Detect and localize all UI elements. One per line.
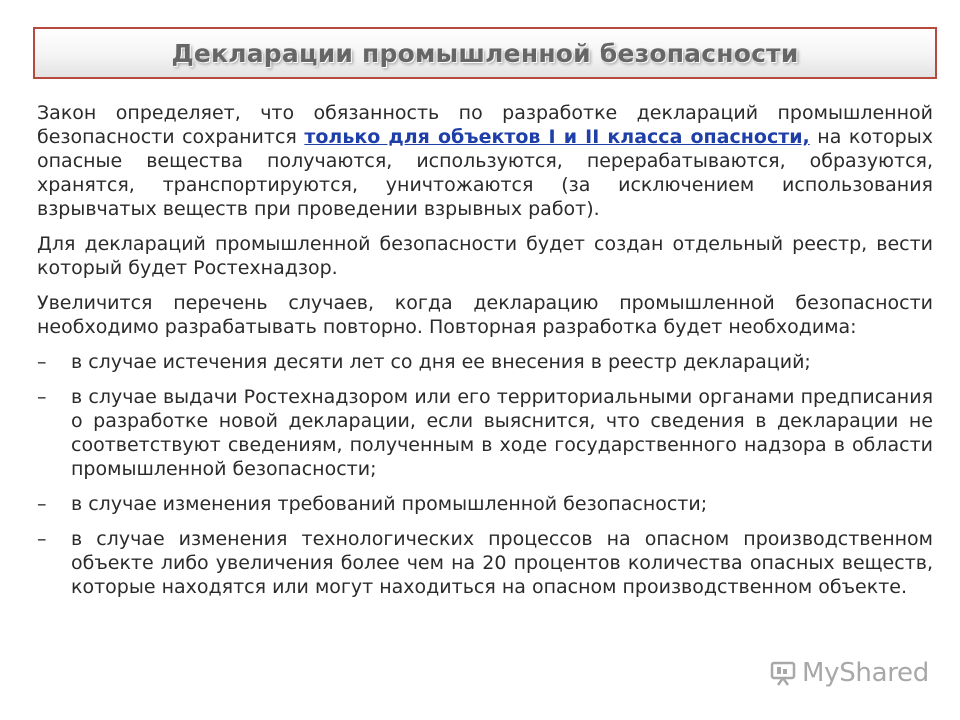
list-item-text: в случае выдачи Ростехнадзором или его территориальными органами предписания о разработке новой декларации, если выяснится, что сведения в декларации не соответствуют сведениям, полученным в ходе государственного надзора в области промышленной безопасности;	[71, 386, 933, 480]
dash-marker: –	[37, 493, 47, 515]
list-item	[37, 492, 933, 516]
list-item-text: в случае изменения технологических процессов на опасном производственном объекте либо увеличения более чем на 20 процентов количества опасных веществ, которые находятся или могут находиться на опасном производственном объекте.	[71, 528, 933, 598]
paragraph-1-start: Закон определяет, что обязанность по разработке деклараций промышленной безопасности сохранится	[37, 102, 933, 148]
watermark-text: MyShared	[802, 658, 929, 688]
paragraph-1	[37, 101, 933, 221]
paragraph-2: Для деклараций промышленной безопасности будет создан отдельный реестр, вести который будет Ростехнадзор.	[37, 233, 933, 279]
slide-content	[37, 101, 933, 610]
class-i-ii-link[interactable]: только для объектов I и II класса опасности,	[304, 126, 810, 148]
title-banner	[33, 27, 937, 79]
paragraph-1-end: на которых опасные вещества получаются, используются, перерабатываются, образуются, хранятся, транспортируются, уничтожаются (за исключением использования взрывчатых веществ при проведении взрывных работ).	[37, 126, 933, 220]
list-item	[37, 350, 933, 374]
list-item	[37, 385, 933, 481]
dash-marker: –	[37, 386, 47, 408]
list-item-text: в случае изменения требований промышленной безопасности;	[71, 493, 708, 515]
dash-marker: –	[37, 528, 47, 550]
watermark	[770, 655, 929, 691]
dash-marker: –	[37, 351, 47, 373]
presentation-icon	[770, 660, 796, 686]
list-item	[37, 527, 933, 599]
paragraph-3: Увеличится перечень случаев, когда декларацию промышленной безопасности необходимо разрабатывать повторно. Повторная разработка будет необходима:	[37, 292, 933, 338]
slide-title: Декларации промышленной безопасности	[171, 38, 799, 68]
list-item-text: в случае истечения десяти лет со дня ее внесения в реестр деклараций;	[71, 351, 811, 373]
